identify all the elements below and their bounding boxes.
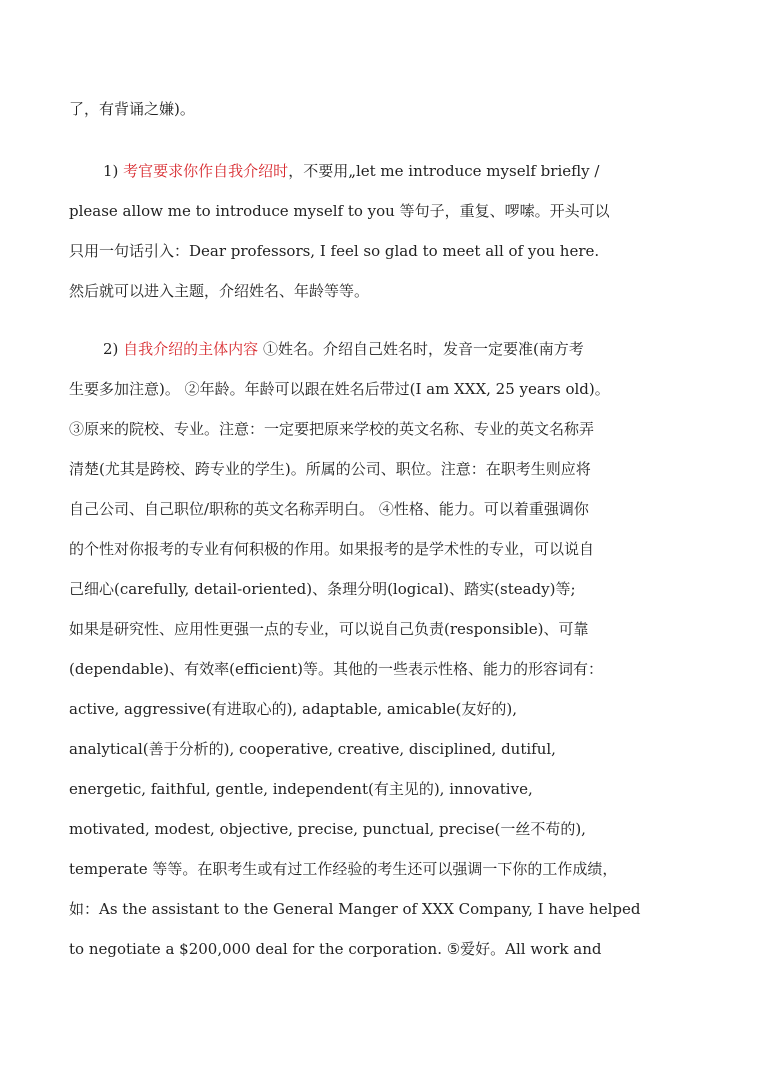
- text-line: 只用一句话引入：Dear professors, I feel so glad to meet all of you here.: [69, 242, 600, 260]
- text-line: [103, 160, 709, 182]
- text-line: energetic, faithful, gentle, independent(有主见的), innovative,: [69, 780, 533, 798]
- text-line: 生要多加注意)。 ②年龄。年龄可以跟在姓名后带过(I am XXX, 25 years old)。: [69, 380, 610, 398]
- text-line: temperate 等等。在职考生或有过工作经验的考生还可以强调一下你的工作成绩，: [69, 860, 618, 878]
- text-line: active, aggressive(有进取心的), adaptable, amicable(友好的),: [69, 700, 517, 718]
- list-marker: 1): [103, 162, 124, 180]
- text-fragment: ①姓名。介绍自己姓名时，发音一定要准(南方考: [258, 340, 584, 358]
- text-line: (dependable)、有效率(efficient)等。其他的一些表示性格、能力的形容词有：: [69, 660, 603, 678]
- text-line: [103, 338, 709, 360]
- text-line: motivated, modest, objective, precise, punctual, precise(一丝不苟的),: [69, 820, 586, 838]
- text-line: 的个性对你报考的专业有何积极的作用。如果报考的是学术性的专业，可以说自: [69, 540, 595, 558]
- text-line: 了，有背诵之嫌)。: [69, 100, 195, 118]
- text-line: 如：As the assistant to the General Manger of XXX Company, I have helped: [69, 900, 641, 918]
- text-line: please allow me to introduce myself to you 等句子，重复、啰嗦。开头可以: [69, 202, 610, 220]
- text-line: 如果是研究性、应用性更强一点的专业，可以说自己负责(responsible)、可靠: [69, 620, 589, 638]
- text-line: ③原来的院校、专业。注意：一定要把原来学校的英文名称、专业的英文名称弄: [69, 420, 595, 438]
- highlight-examiner-request: 考官要求你作自我介绍时: [123, 162, 289, 180]
- list-marker: 2): [103, 340, 124, 358]
- text-line: 自己公司、自己职位/职称的英文名称弄明白。 ④性格、能力。可以着重强调你: [69, 500, 589, 518]
- text-line: 己细心(carefully, detail-oriented)、条理分明(logical)、踏实(steady)等;: [69, 580, 576, 598]
- text-line: 然后就可以进入主题，介绍姓名、年龄等等。: [69, 282, 370, 300]
- text-line: analytical(善于分析的), cooperative, creative, disciplined, dutiful,: [69, 740, 556, 758]
- text-fragment: ，不要用„let me introduce myself briefly /: [288, 162, 600, 180]
- highlight-main-content: 自我介绍的主体内容: [123, 340, 259, 358]
- text-line: to negotiate a $200,000 deal for the corporation. ⑤爱好。All work and: [69, 940, 602, 958]
- text-line: 清楚(尤其是跨校、跨专业的学生)。所属的公司、职位。注意：在职考生则应将: [69, 460, 591, 478]
